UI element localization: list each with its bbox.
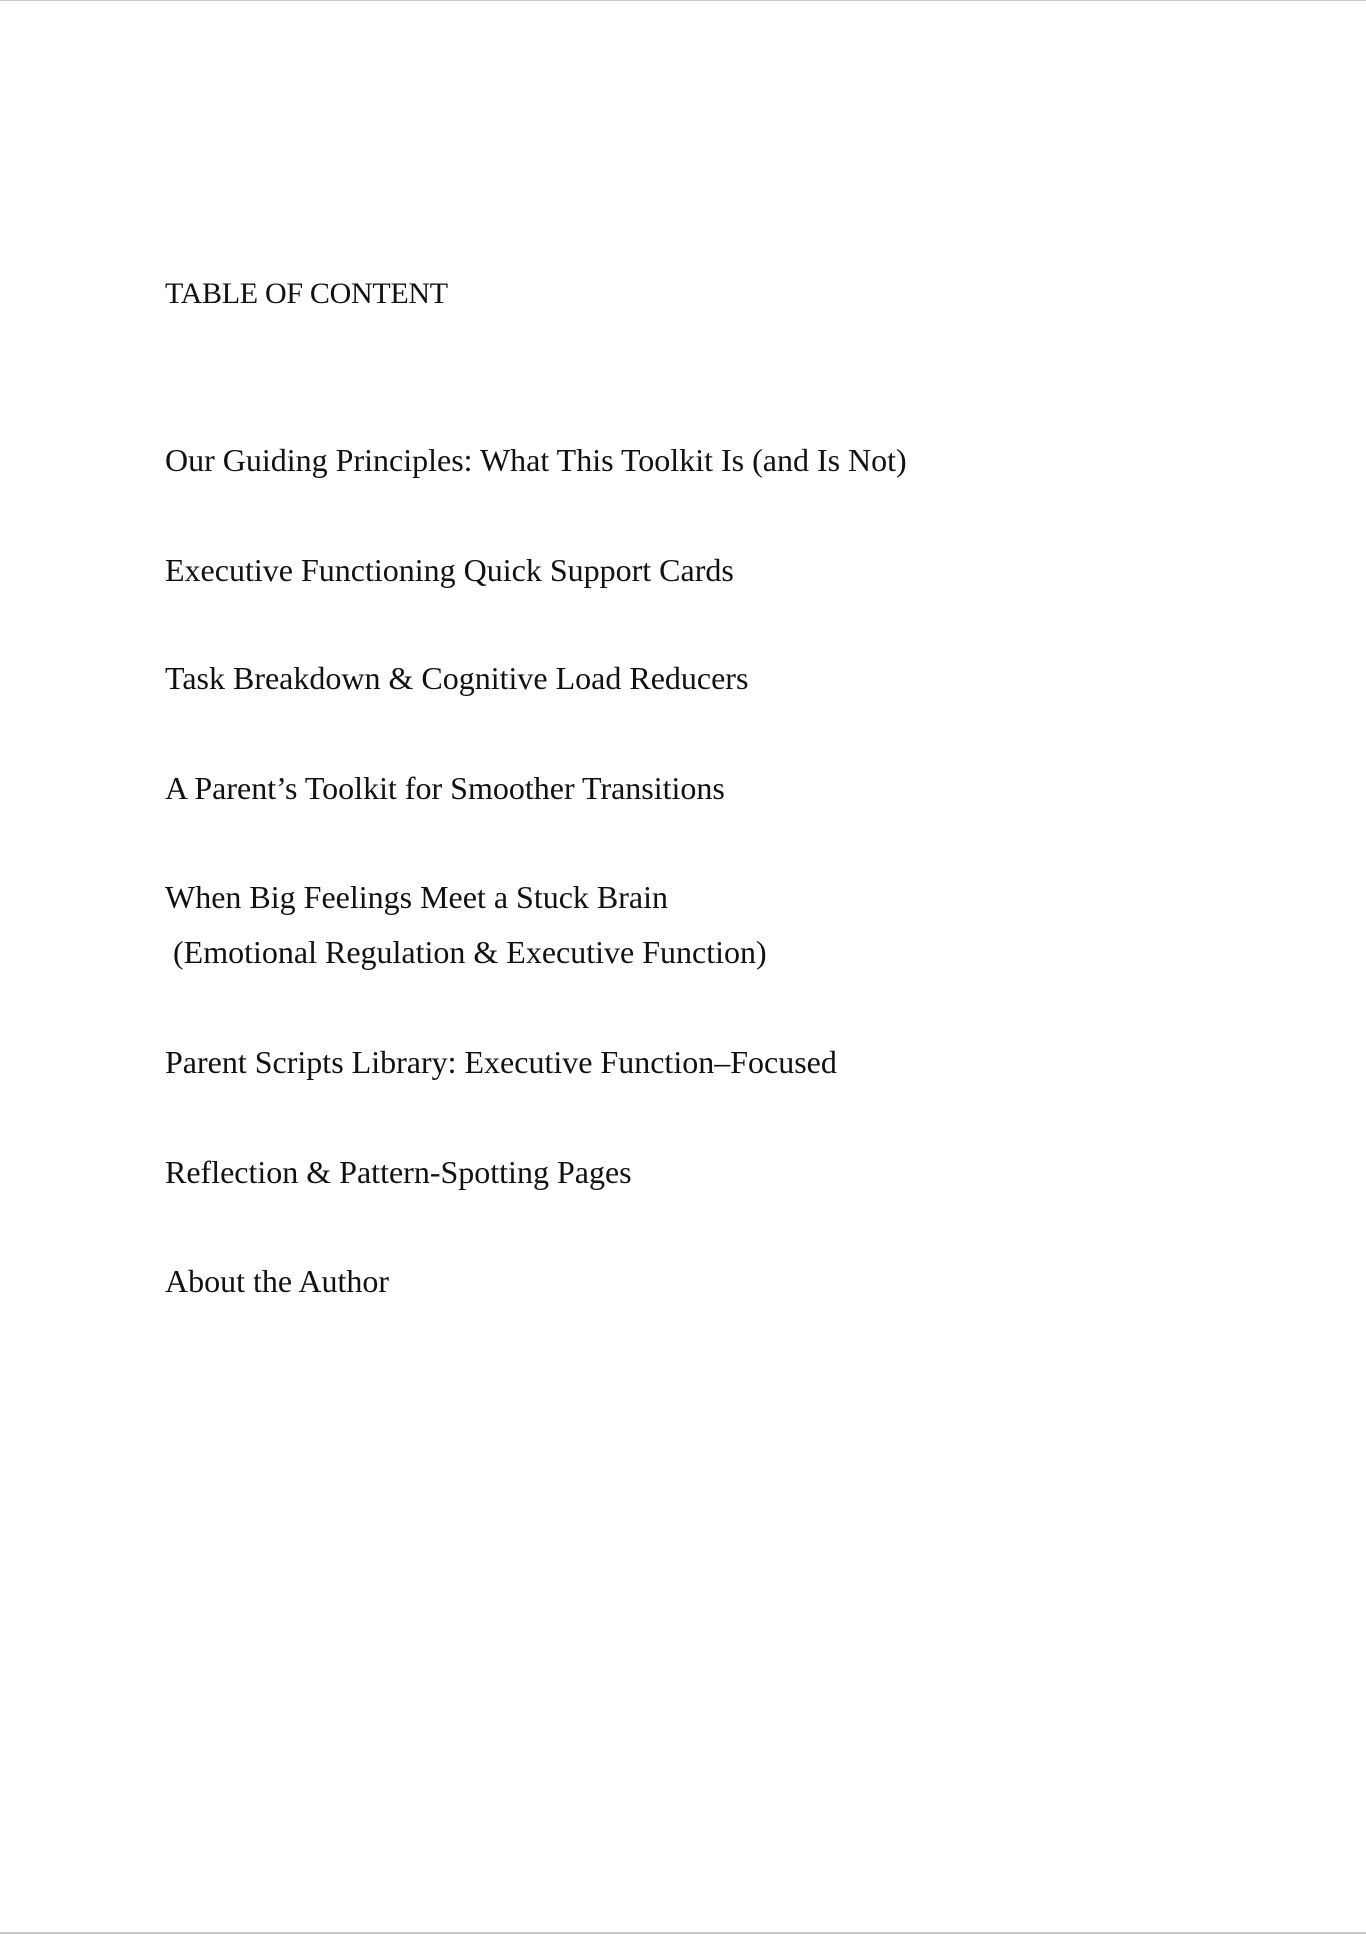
toc-entry-reflection-pages[interactable] — [165, 1145, 632, 1200]
toc-heading: TABLE OF CONTENT — [165, 277, 448, 310]
toc-entry-sublabel: (Emotional Regulation & Executive Function) — [165, 934, 767, 970]
toc-entry-parent-scripts[interactable] — [165, 1035, 837, 1090]
toc-entry-about-author[interactable] — [165, 1254, 389, 1309]
toc-entry-guiding-principles[interactable] — [165, 433, 907, 488]
toc-entry-big-feelings[interactable] — [165, 870, 767, 980]
toc-entry-label: Executive Functioning Quick Support Cards — [165, 552, 734, 588]
toc-entry-label: About the Author — [165, 1263, 389, 1299]
toc-entry-label: Reflection & Pattern-Spotting Pages — [165, 1154, 632, 1190]
toc-entry-task-breakdown[interactable] — [165, 651, 748, 706]
toc-entry-label: A Parent’s Toolkit for Smoother Transitions — [165, 770, 725, 806]
toc-entry-quick-support-cards[interactable] — [165, 543, 734, 598]
toc-entry-smoother-transitions[interactable] — [165, 761, 725, 816]
toc-entry-label: Parent Scripts Library: Executive Function–Focused — [165, 1044, 837, 1080]
toc-entry-label: Task Breakdown & Cognitive Load Reducers — [165, 660, 749, 696]
toc-entry-label: When Big Feelings Meet a Stuck Brain — [165, 879, 669, 915]
toc-entry-label: Our Guiding Principles: What This Toolkit Is (and Is Not) — [165, 442, 907, 478]
